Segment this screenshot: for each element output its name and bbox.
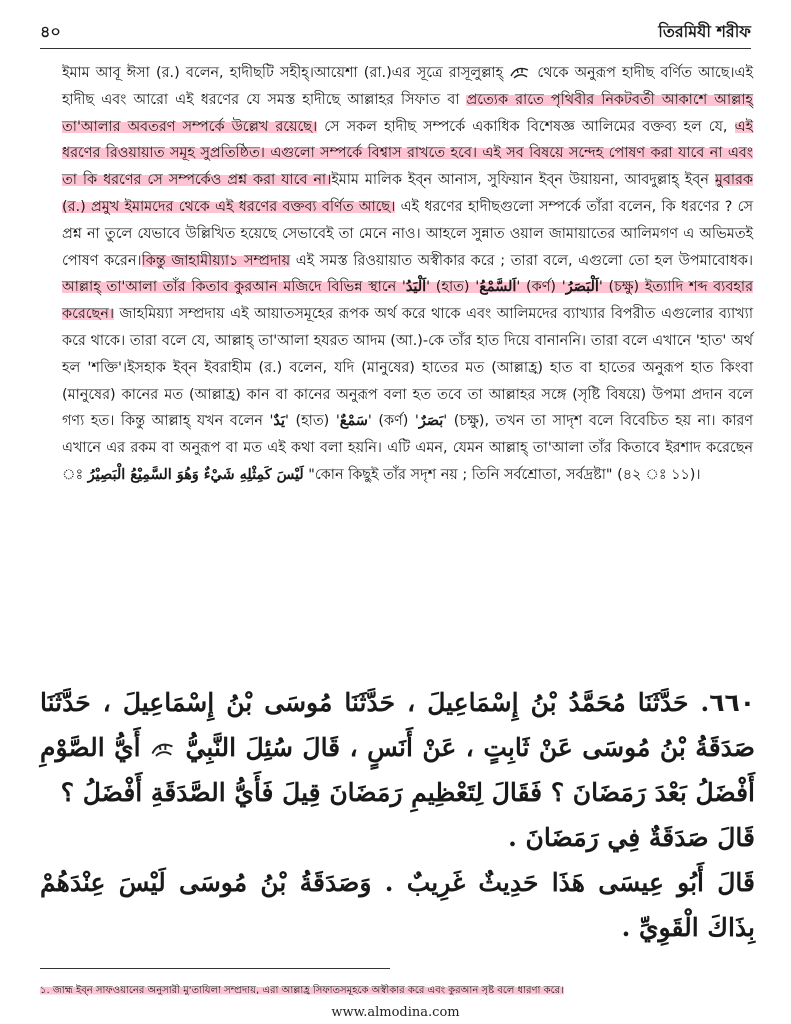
arabic-yad: يَدٌ bbox=[273, 412, 285, 430]
highlight-established: এই ধরণের রিওয়ায়াত সমূহ সুপ্রতিষ্ঠিত। এগুলো সম্পর্কে বিশ্বাস রাখতে হবে। এই সব বিষয়ে সন্দেহ পোষণ করা যাবে না এবং তা কি ধরণের সে সম্পর্কেও প্রশ্ন করা যাবে না। bbox=[62, 118, 753, 189]
header-divider bbox=[40, 48, 751, 49]
arabic-basar: بَصَرٌ bbox=[418, 412, 444, 430]
text-s1: ইমাম আবূ ঈসা (র.) বলেন, হাদীছটি সহীহ্।আয়েশা (রা.)এর সূত্রে রাসূলুল্লাহ্ bbox=[62, 65, 510, 81]
salawat-icon bbox=[150, 739, 176, 761]
salawat-icon bbox=[509, 64, 531, 82]
text-s6: এই সমস্ত রিওয়ায়াত অস্বীকার করে ; তারা বলে, এগুলো তো হল উপমাবোধক। bbox=[290, 252, 753, 269]
hadith-line-4: قَالَ أَبُو عِيسَى هَذَا حَدِيثٌ غَرِيبٌ . وَصَدَقَةُ بْنُ مُوسَى لَيْسَ عِنْدَهُمْ بِذَاكَ الْقَوِيِّ . bbox=[40, 868, 755, 942]
highlight-descent: প্রত্যেক রাতে পৃথিবীর নিকটবর্তী আকাশে আল্লাহ্ তা'আলার অবতরণ সম্পর্কে উল্লেখ রয়েছে। bbox=[62, 91, 753, 135]
highlight-jahmiyya: কিন্তু জাহামীয়্যা১ সম্প্রদায় bbox=[141, 252, 291, 269]
text-s7b: ' (হাত) ' bbox=[284, 413, 340, 430]
hadith-line-2: أَيُّ الصَّوْمِ أَفْضَلُ بَعْدَ رَمَضَانَ ؟ فَقَالَ لِتَعْظِيمِ رَمَضَانَ قِيلَ فَأَيُّ الصَّدَقَةِ أَفْضَلُ ؟ bbox=[40, 733, 755, 807]
page-header bbox=[40, 18, 751, 46]
text-s7e: "কোন কিছুই তাঁর সদৃশ নয় ; তিনি সর্বশ্রোতা, সর্বদ্রষ্টা" (৪২ ঃ ১১)। bbox=[303, 466, 701, 483]
hadith-line-3: قَالَ صَدَقَةٌ فِي رَمَضَانَ . bbox=[508, 823, 755, 852]
arabic-al-basar: اَلْبَصَرُ bbox=[565, 278, 599, 296]
text-h5c: ' (কর্ণ) ' bbox=[516, 279, 566, 296]
text-h5b: ' (হাত) ' bbox=[426, 279, 480, 296]
hadith-arabic: ٦٦٠. حَدَّثَنَا مُحَمَّدُ بْنُ إِسْمَاعِيلَ ، حَدَّثَنَا مُوسَى بْنُ إِسْمَاعِيلَ ، حَدَّثَنَا صَدَقَةُ بْنُ مُوسَى عَنْ ثَابِتٍ ، عَنْ أَنَسٍ ، قَالَ سُئِلَ النَّبِيُّ أَيُّ الصَّوْمِ أَفْضَلُ بَعْدَ رَمَضَانَ ؟ فَقَالَ لِتَعْظِيمِ رَمَضَانَ قِيلَ فَأَيُّ الصَّدَقَةِ أَفْضَلُ ؟ قَالَ صَدَقَةٌ فِي رَمَضَانَ . قَالَ أَبُو عِيسَى هَذَا حَدِيثٌ غَرِيبٌ . وَصَدَقَةُ بْنُ مُوسَى لَيْسَ عِنْدَهُمْ بِذَاكَ الْقَوِيِّ . bbox=[40, 680, 755, 950]
text-s5: এই ধরণের হাদীছগুলো সম্পর্কে তাঁরা বলেন, কি ধরণের ? সে প্রশ্ন না তুলে যেভাবে উল্লিখিত হয়েছে সেভাবেই তা মেনে নাও। আহলে সুন্নাত ওয়াল জামায়াতের আলিমগণ এ অভিমতই পোষণ করেন। bbox=[62, 198, 754, 269]
text-s4: ইমাম মালিক ইব্ন আনাস, সুফিয়ান ইব্ন উয়ায়না, আবদুল্লাহ্ ইব্ন bbox=[331, 172, 715, 189]
text-s7: জাহমিয়্যা সম্প্রদায় এই আয়াতসমূহের রূপক অর্থ করে থাকে এবং আলিমদের ব্যাখ্যার বিপরীত এগুলোর ব্যাখ্যা করে থাকে। তারা বলে যে, আল্লাহ্ তা'আলা হযরত আদম (আ.)-কে তাঁর হাত দিয়ে বানাননি। তারা বলে এখানে 'হাত' অর্থ হল 'শক্তি'।ইসহাক ইব্ন ইবরাহীম (র.) বলেন, যদি (মানুষের) হাতের মত (আল্লাহ্র) হাত বা হাতের অনুরূপ হাত কিংবা (মানুষের) কানের মত (আল্লাহ্র) কান বা কানের অনুরূপ বলা হত তবে তা আল্লাহর সঙ্গে (সৃষ্টি বিষয়ে) উপমা প্রদান বলে গণ্য হত। কিন্তু আল্লাহ্ যখন বলেন ' bbox=[62, 306, 753, 430]
arabic-ayah: لَيْسَ كَمِثْلِهِ شَيْءٌ وَهُوَ السَّمِيْعُ الْبَصِيْرُ bbox=[87, 465, 304, 483]
footnote-divider bbox=[40, 968, 390, 969]
text-s2: থেকে অনুরূপ হাদীছ বর্ণিত আছে।এই হাদীছ এবং আরো এই ধরণের যে সমস্ত হাদীছে আল্লাহর সিফাত বা bbox=[62, 65, 753, 108]
text-h5d: ' (চক্ষু) ইত্যাদি শব্দ ব্যবহার করেছেন। bbox=[62, 279, 753, 323]
book-title: তিরমিযী শরীফ bbox=[658, 21, 751, 41]
footer-url: www.almodina.com bbox=[331, 1005, 460, 1020]
page-number: ৪০ bbox=[40, 21, 61, 41]
hadith-number: ٦٦٠ bbox=[709, 688, 755, 717]
hadith-line-1: حَدَّثَنَا مُحَمَّدُ بْنُ إِسْمَاعِيلَ ، حَدَّثَنَا مُوسَى بْنُ إِسْمَاعِيلَ ، حَدَّثَنَا صَدَقَةُ بْنُ مُوسَى عَنْ ثَابِتٍ ، عَنْ أَنَسٍ ، قَالَ سُئِلَ النَّبِيُّ bbox=[40, 688, 756, 762]
text-s3: সে সকল হাদীছ সম্পর্কে একাধিক বিশেষজ্ঞ আলিমের বক্তব্য হল যে, bbox=[317, 118, 735, 135]
footnote-text: ১. জাহ্ম ইব্ন সাফওয়ানের অনুসারী মু'তাযিলা সম্প্রদায়, এরা আল্লাহ্র সিফাতসমূহকে অস্বীকার করে এবং কুরআন সৃষ্ট বলে ধারণা করে। bbox=[40, 985, 564, 996]
arabic-sam: سَمْعٌ bbox=[339, 412, 368, 430]
highlight-imams: মুবারক (র.) প্রমুখ ইমামদের থেকে এই ধরণের বক্তব্য বর্ণিত আছে। bbox=[62, 172, 753, 215]
footnote bbox=[40, 984, 761, 998]
arabic-as-sam: اَلسَّمْعُ bbox=[479, 278, 517, 296]
text-s7c: ' (কর্ণ) ' bbox=[367, 413, 419, 430]
commentary-paragraph bbox=[62, 60, 753, 489]
text-s7d: ' (চক্ষু), তখন তা সাদৃশ বলে বিবেচিত হয় না। কারণ এখানে এর রকম বা অনুরূপ বা মত এই কথা বলা হয়নি। এটি এমন, যেমন আল্লাহ্ তা'আলা তাঁর কিতাবে ইরশাদ করেছেন ঃ bbox=[62, 413, 753, 483]
text-h5a: আল্লাহ্ তা'আলা তাঁর কিতাব কুরআন মজিদে বিভিন্ন স্থানে ' bbox=[62, 279, 406, 296]
arabic-al-yad: اَلْيَدُ bbox=[405, 278, 427, 296]
